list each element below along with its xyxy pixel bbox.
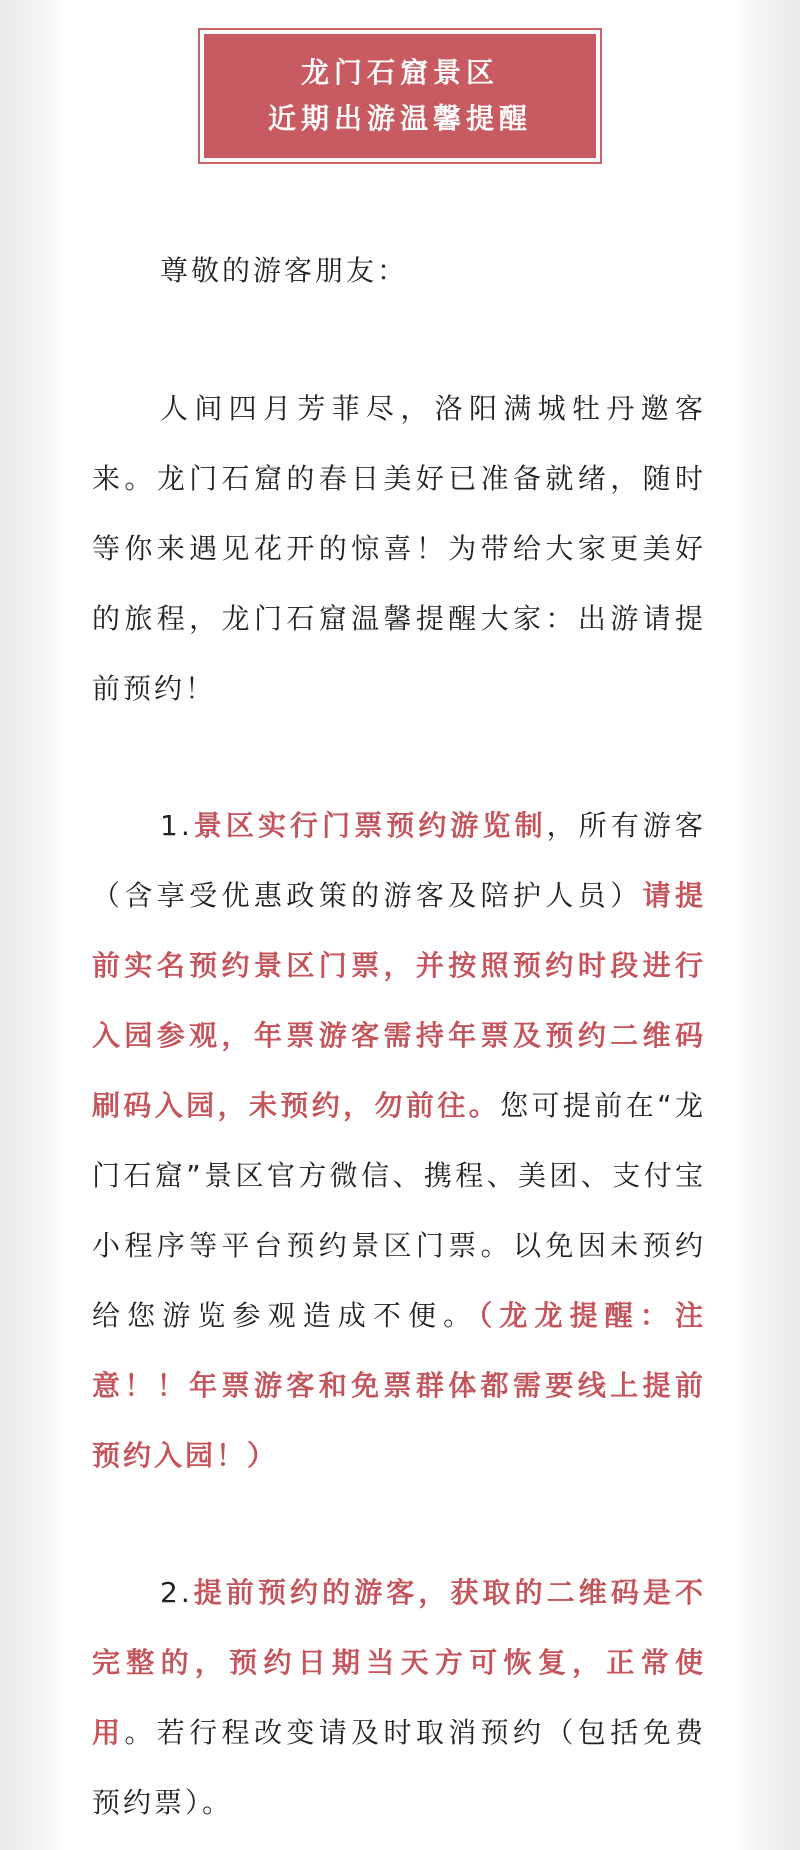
intro-paragraph: 人间四月芳菲尽，洛阳满城牡丹邀客来。龙门石窟的春日美好已准备就绪，随时等你来遇见花开的惊喜！为带给大家更美好的旅程，龙门石窟温馨提醒大家：出游请提前预约！ (92, 392, 706, 705)
item-1-headline: 景区实行门票预约游览制 (192, 809, 547, 842)
item-2-paragraph (92, 1558, 706, 1838)
item-2-highlight: 提前预约的游客，获取的二维码是不完整的，预约日期当天方可恢复，正常使用 (92, 1576, 706, 1749)
title-line-1: 龙门石窟景区 (300, 56, 499, 89)
paragraph-gap (92, 1491, 706, 1558)
item-1-text-1: ，所有游客（含享受优惠政策的游客及陪护人员） (92, 809, 706, 912)
item-1-number: 1. (160, 809, 193, 842)
item-1-paragraph (92, 791, 706, 1491)
title-box (204, 34, 596, 158)
title-frame (198, 28, 602, 164)
item-2-number: 2. (160, 1576, 193, 1609)
greeting: 尊敬的游客朋友： (160, 254, 409, 287)
title-line-2: 近期出游温馨提醒 (267, 102, 532, 135)
item-1-text-2: 您可提前在“龙门石窟”景区官方微信、携程、美团、支付宝小程序等平台预约景区门票。以免因未预约给您游览参观造成不便。 (92, 1089, 706, 1332)
item-1-highlight: 请提前实名预约景区门票，并按照预约时段进行入园参观，年票游客需持年票及预约二维码刷码入园，未预约，勿前往。 (92, 879, 706, 1122)
notice-body (92, 236, 706, 1838)
item-1-reminder: （龙龙提醒：注意！！年票游客和免票群体都需要线上提前预约入园！） (92, 1299, 706, 1472)
paragraph-gap (92, 724, 706, 791)
item-2-text: 。若行程改变请及时取消预约（包括免费预约票）。 (92, 1716, 706, 1819)
